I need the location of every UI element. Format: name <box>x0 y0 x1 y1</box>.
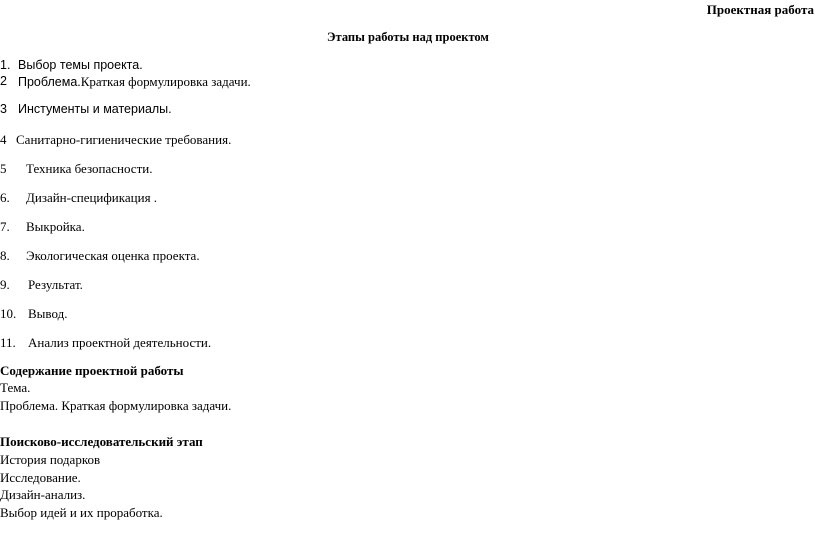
list-item-number: 3 <box>0 102 7 116</box>
list-item-text: Техника безопасности. <box>26 161 153 176</box>
section-line: Проблема. Краткая формулировка задачи. <box>0 398 232 413</box>
list-item-text: Санитарно-гигиенические требования. <box>16 132 232 147</box>
list-item-number: 8. <box>0 248 10 263</box>
list-item-text <box>18 74 251 90</box>
list-item-number: 9. <box>0 277 10 292</box>
list-item-text: Выкройка. <box>26 219 85 234</box>
list-item-text: Инстументы и материалы. <box>18 102 172 116</box>
list-item-number: 7. <box>0 219 10 234</box>
document-header-title: Проектная работа <box>706 2 814 17</box>
list-item-text: Дизайн-спецификация . <box>26 190 158 205</box>
section-heading-research: Поисково-исследовательский этап <box>0 434 203 449</box>
list-item-text-part: Краткая формулировка задачи. <box>80 74 251 89</box>
section-heading-content: Содержание проектной работы <box>0 363 184 378</box>
section-line: Тема. <box>0 380 31 395</box>
list-item-number: 5 <box>0 161 7 176</box>
list-item-number: 1. <box>0 58 11 72</box>
list-item-number: 6. <box>0 190 10 205</box>
section-line: История подарков <box>0 452 101 467</box>
section-line: Выбор идей и их проработка. <box>0 505 163 520</box>
list-item-number: 4 <box>0 132 7 147</box>
list-item-text: Анализ проектной деятельности. <box>28 335 212 350</box>
section-line: Исследование. <box>0 470 81 485</box>
list-item-text: Результат. <box>28 277 83 292</box>
list-item-text: Экологическая оценка проекта. <box>26 248 200 263</box>
list-item-text: Вывод. <box>28 306 68 321</box>
list-item-number: 2 <box>0 74 7 88</box>
page-title: Этапы работы над проектом <box>327 30 489 44</box>
list-item-text: Выбор темы проекта. <box>18 58 143 72</box>
list-item-number: 10. <box>0 306 17 321</box>
list-item-number: 11. <box>0 335 16 350</box>
list-item-text-part: Проблема. <box>18 75 81 89</box>
section-line: Дизайн-анализ. <box>0 487 86 502</box>
